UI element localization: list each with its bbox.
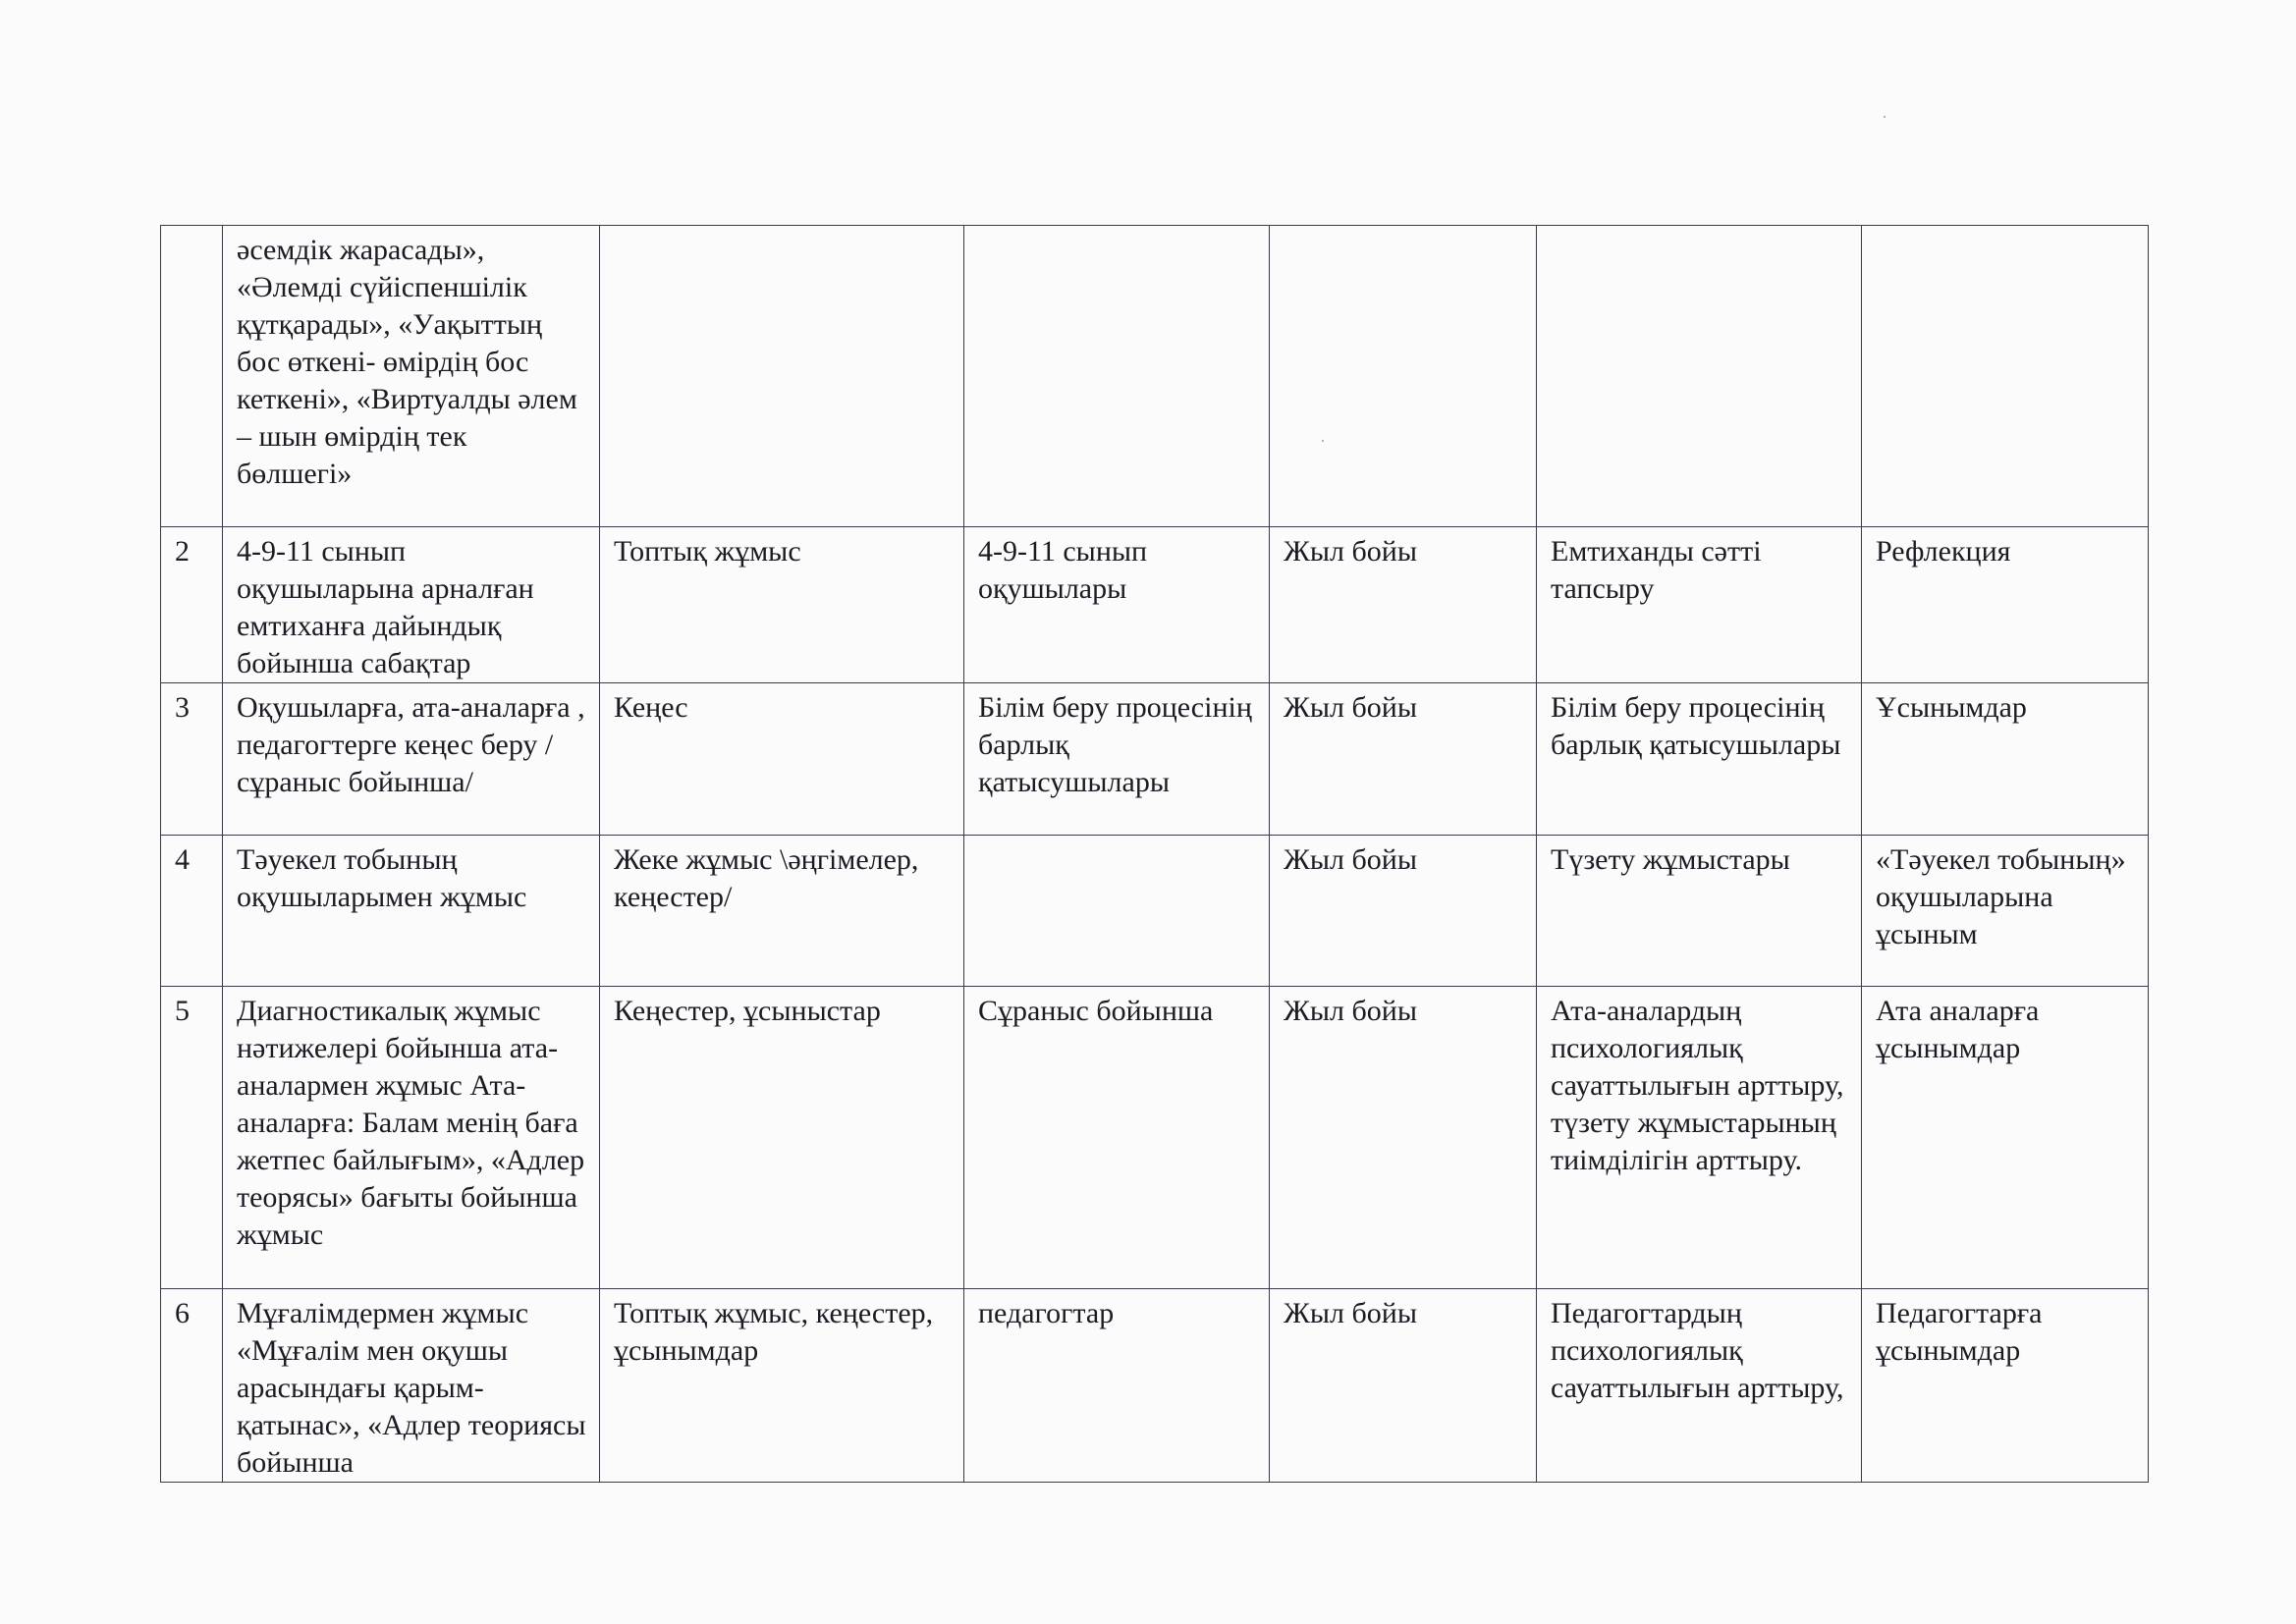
activity-form: Топтық жұмыс, кеңестер, ұсынымдар [600, 1289, 964, 1483]
activity-outcome: «Тәуекел тобының» оқушыларына ұсыным [1862, 836, 2149, 987]
activity-outcome: Педагогтарға ұсынымдар [1862, 1289, 2149, 1483]
activity-form: Кеңестер, ұсыныстар [600, 987, 964, 1289]
activity-time [1270, 226, 1537, 527]
expected-result: Түзету жұмыстары [1537, 836, 1862, 987]
row-number: 5 [161, 987, 223, 1289]
activity-outcome [1862, 226, 2149, 527]
activity-time: Жыл бойы [1270, 836, 1537, 987]
activity-content: Тәуекел тобының оқушыларымен жұмыс [223, 836, 600, 987]
activity-participants: Білім беру процесінің барлық қатысушылары [964, 683, 1270, 836]
activity-participants [964, 226, 1270, 527]
activity-content: Оқушыларға, ата-аналарға , педагогтерге кеңес беру /сұраныс бойынша/ [223, 683, 600, 836]
expected-result [1537, 226, 1862, 527]
activity-time: Жыл бойы [1270, 683, 1537, 836]
activity-content: 4-9-11 сынып оқушыларына арналған емтиханға дайындық бойынша сабақтар [223, 527, 600, 683]
activity-content: Диагностикалық жұмыс нәтижелері бойынша ата-аналармен жұмыс Ата-аналарға: Балам менің баға жетпес байлығым», «Адлер теорясы» бағыты бойынша жұмыс [223, 987, 600, 1289]
activity-outcome: Ата аналарға ұсынымдар [1862, 987, 2149, 1289]
activity-time: Жыл бойы [1270, 1289, 1537, 1483]
activity-content: әсемдік жарасады», «Әлемді сүйіспеншілік құтқарады», «Уақыттың бос өткені- өмірдің бос кеткені», «Виртуалды әлем – шын өмірдің тек бөлшегі» [223, 226, 600, 527]
table-row [161, 683, 2149, 836]
activity-participants [964, 836, 1270, 987]
activity-participants: 4-9-11 сынып оқушылары [964, 527, 1270, 683]
activity-time: Жыл бойы [1270, 987, 1537, 1289]
row-number: 2 [161, 527, 223, 683]
expected-result: Ата-аналардың психологиялық сауаттылығын арттыру, түзету жұмыстарының тиімділігін арттыру. [1537, 987, 1862, 1289]
table-row [161, 1289, 2149, 1483]
table-row [161, 836, 2149, 987]
expected-result: Білім беру процесінің барлық қатысушылары [1537, 683, 1862, 836]
activity-form [600, 226, 964, 527]
activity-outcome: Ұсынымдар [1862, 683, 2149, 836]
table-row [161, 987, 2149, 1289]
activity-form: Кеңес [600, 683, 964, 836]
activity-form: Топтық жұмыс [600, 527, 964, 683]
activity-outcome: Рефлекция [1862, 527, 2149, 683]
scan-speck [1884, 116, 1886, 118]
row-number: 6 [161, 1289, 223, 1483]
activity-content: Мұғалімдермен жұмыс «Мұғалім мен оқушы арасындағы қарым-қатынас», «Адлер теориясы бойынша [223, 1289, 600, 1483]
activity-time: Жыл бойы [1270, 527, 1537, 683]
expected-result: Емтиханды сәтті тапсыру [1537, 527, 1862, 683]
table-row [161, 527, 2149, 683]
expected-result: Педагогтардың психологиялық сауаттылығын арттыру, [1537, 1289, 1862, 1483]
activity-participants: педагогтар [964, 1289, 1270, 1483]
row-number: 3 [161, 683, 223, 836]
row-number [161, 226, 223, 527]
row-number: 4 [161, 836, 223, 987]
table-row [161, 226, 2149, 527]
activity-participants: Сұраныс бойынша [964, 987, 1270, 1289]
work-plan-table [160, 225, 2149, 1483]
activity-form: Жеке жұмыс \әңгімелер, кеңестер/ [600, 836, 964, 987]
